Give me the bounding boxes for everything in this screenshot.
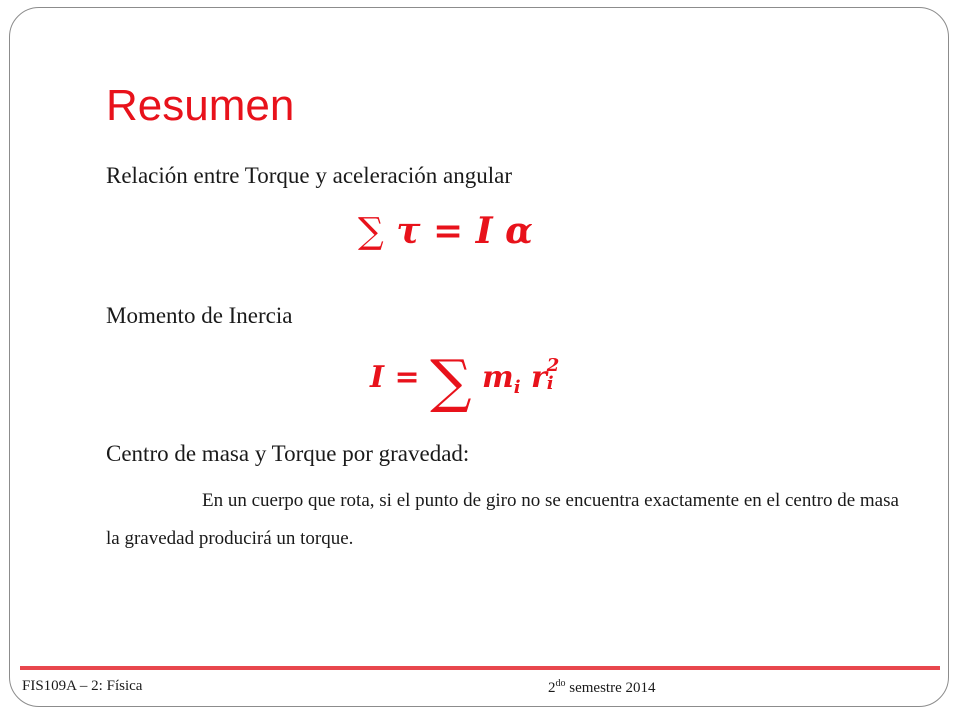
heading-torque-relation: Relación entre Torque y aceleración angular	[106, 163, 513, 188]
formula-torque	[358, 210, 533, 252]
formula-torque-body: τ = I α	[396, 210, 533, 252]
heading-moment-of-inertia: Momento de Inercia	[106, 303, 293, 328]
footer-semester-num: 2	[548, 680, 556, 696]
paragraph-gravity-torque	[106, 482, 906, 558]
footer-divider	[20, 666, 940, 670]
slide-title: Resumen	[106, 81, 295, 130]
formula-inertia-r-sub: i	[546, 373, 554, 394]
footer-semester-rest: semestre 2014	[565, 680, 656, 696]
formula-inertia-r: r	[530, 360, 547, 395]
formula-inertia-m: m	[481, 360, 514, 395]
footer-semester-sup: do	[555, 678, 566, 689]
formula-inertia	[370, 347, 561, 415]
heading-center-of-mass: Centro de masa y Torque por gravedad:	[106, 441, 470, 466]
paragraph-text: En un cuerpo que rota, si el punto de giro no se encuentra exactamente en el centro de masa la gravedad producirá un torque.	[106, 490, 899, 549]
formula-inertia-lhs: I =	[370, 360, 420, 395]
sigma-symbol-large: ∑	[430, 347, 472, 415]
sigma-symbol: ∑	[358, 211, 384, 252]
footer-course: FIS109A – 2: Física	[22, 678, 143, 694]
footer-semester	[548, 678, 655, 697]
formula-inertia-r-sup: 2	[546, 355, 560, 376]
formula-inertia-r-scripts	[546, 355, 561, 394]
formula-inertia-m-sub: i	[513, 377, 521, 398]
